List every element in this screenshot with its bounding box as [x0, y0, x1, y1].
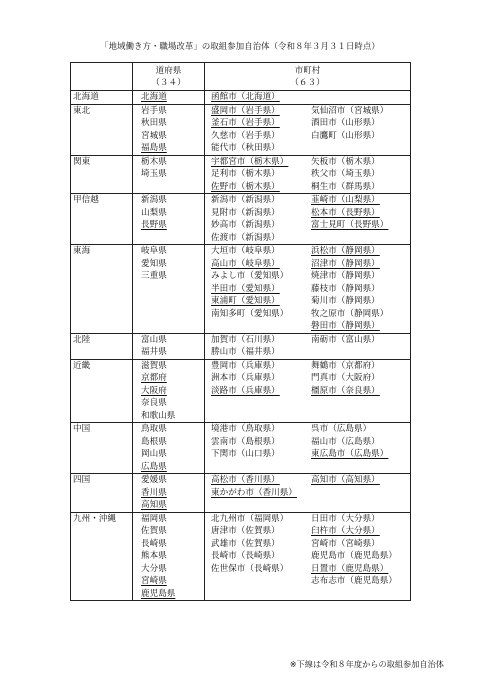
prefecture-name: 大阪府	[141, 385, 167, 396]
city-name: 久慈市（岩手県）	[211, 130, 280, 141]
prefecture-name: 滋賀県	[141, 360, 167, 371]
prefecture-name: 岩手県	[141, 105, 167, 116]
city-name: 北九州市（福岡県）	[211, 513, 289, 524]
city-name: 妙高市（新潟県）	[211, 220, 280, 230]
city-name: 宇都宮市（栃木県）	[211, 156, 289, 167]
header-prefecture-count: （３４）	[151, 78, 186, 88]
city-name: 境港市（鳥取県）	[211, 424, 280, 434]
city-name: 門真市（大阪府）	[311, 373, 380, 383]
prefecture-name: 島根県	[141, 436, 167, 447]
city-name: 桐生市（群馬県）	[311, 181, 380, 192]
city-name: 焼津市（静岡県）	[311, 271, 380, 281]
region-cell	[71, 512, 133, 601]
city-name: 新潟市（新潟県）	[211, 195, 280, 205]
city-name: 福山市（広島県）	[311, 436, 380, 447]
city-name: 日田市（大分県）	[311, 513, 380, 524]
region-row	[71, 333, 411, 359]
header-prefecture-label: 道府県	[155, 66, 182, 76]
city-name: 函館市（北海道）	[211, 92, 280, 102]
prefecture-name: 北海道	[141, 92, 167, 102]
region-name: 九州・沖縄	[73, 513, 116, 524]
city-name: 高知市（高知県）	[311, 475, 380, 485]
city-name: 南知多町（愛知県）	[211, 308, 289, 319]
city-name: 南砺市（富山県）	[311, 334, 380, 345]
region-row	[71, 245, 411, 334]
city-name: 佐世保市（長崎県）	[211, 563, 289, 574]
prefecture-name: 愛知県	[141, 258, 167, 269]
city-name: 気仙沼市（宮城県）	[311, 105, 389, 116]
prefecture-name: 富山県	[141, 334, 167, 345]
city-name: 高松市（香川県）	[211, 475, 280, 485]
city-name: 白鷹町（山形県）	[311, 130, 380, 141]
prefecture-cell	[133, 104, 205, 155]
region-row	[71, 423, 411, 474]
prefecture-name: 福岡県	[141, 513, 167, 524]
region-name: 北陸	[73, 334, 91, 345]
prefecture-name: 高知県	[141, 500, 167, 510]
city-name: 佐野市（栃木県）	[211, 181, 280, 192]
city-name: 浜松市（静岡県）	[311, 246, 380, 256]
region-name: 四国	[73, 475, 91, 485]
city-name: 酒田市（山形県）	[311, 118, 380, 128]
city-name: 唐津市（佐賀県）	[211, 526, 280, 536]
prefecture-name: 岡山県	[141, 449, 167, 459]
prefecture-name: 京都府	[141, 373, 167, 383]
prefecture-cell	[133, 512, 205, 601]
region-row	[71, 104, 411, 155]
city-name: 加賀市（石川県）	[211, 334, 280, 345]
city-name: 佐渡市（新潟県）	[211, 232, 280, 243]
prefecture-name: 埼玉県	[141, 169, 167, 179]
city-name: 雲南市（島根県）	[211, 436, 280, 447]
city-cell	[205, 104, 411, 155]
prefecture-cell	[133, 474, 205, 513]
city-name: 能代市（秋田県）	[211, 143, 280, 153]
city-name: 藤枝市（静岡県）	[311, 283, 380, 294]
city-name: 呉市（広島県）	[311, 424, 372, 434]
prefecture-cell	[133, 194, 205, 245]
city-name: 韮崎市（山梨県）	[311, 195, 380, 205]
city-cell	[205, 155, 411, 194]
region-row	[71, 359, 411, 423]
prefecture-name: 宮崎県	[141, 576, 167, 586]
city-name: 矢板市（栃木県）	[311, 156, 380, 167]
prefecture-name: 宮城県	[141, 130, 167, 141]
city-cell	[205, 512, 411, 601]
region-name: 東海	[73, 246, 91, 256]
prefecture-name: 香川県	[141, 487, 167, 498]
city-name: 見附市（新潟県）	[211, 207, 280, 218]
city-name: 富士見町（長野県）	[311, 220, 389, 230]
prefecture-name: 長崎県	[141, 538, 167, 549]
prefecture-name: 愛媛県	[141, 475, 167, 485]
region-cell	[71, 423, 133, 474]
header-city-label: 市町村	[294, 66, 321, 76]
prefecture-cell	[133, 359, 205, 423]
city-name: 武雄市（佐賀県）	[211, 538, 280, 549]
prefecture-name: 長野県	[141, 220, 167, 230]
city-name: 秩父市（埼玉県）	[311, 169, 380, 179]
region-cell	[71, 155, 133, 194]
region-cell	[71, 194, 133, 245]
city-name: 磐田市（静岡県）	[311, 321, 380, 331]
city-name: 大垣市（岐阜県）	[211, 246, 280, 256]
prefecture-cell	[133, 245, 205, 334]
city-name: 宮崎市（宮崎県）	[311, 538, 380, 549]
region-row	[71, 91, 411, 105]
city-name: 東広島市（広島県）	[311, 449, 389, 459]
region-name: 中国	[73, 424, 91, 434]
city-name: 臼杵市（大分県）	[311, 526, 380, 536]
prefecture-name: 福井県	[141, 347, 167, 357]
city-name: 高山市（岐阜県）	[211, 258, 280, 269]
prefecture-cell	[133, 333, 205, 359]
region-cell	[71, 104, 133, 155]
prefecture-name: 広島県	[141, 461, 167, 472]
prefecture-name: 秋田県	[141, 118, 167, 128]
region-cell	[71, 245, 133, 334]
city-name: 釜石市（岩手県）	[211, 118, 280, 128]
table-header-row	[71, 63, 411, 91]
prefecture-name: 栃木県	[141, 156, 167, 167]
prefecture-name: 三重県	[141, 271, 167, 281]
city-name: 菊川市（静岡県）	[311, 296, 380, 306]
region-name: 甲信越	[73, 195, 99, 205]
prefecture-name: 和歌山県	[141, 410, 176, 421]
region-cell	[71, 359, 133, 423]
region-row	[71, 194, 411, 245]
region-cell	[71, 91, 133, 105]
city-cell	[205, 194, 411, 245]
city-name: 橿原市（奈良県）	[311, 385, 380, 396]
city-name: 洲本市（兵庫県）	[211, 373, 280, 383]
city-name: 淡路市（兵庫県）	[211, 385, 280, 396]
city-name: 半田市（愛知県）	[211, 283, 280, 294]
region-row	[71, 155, 411, 194]
city-name: 勝山市（福井県）	[211, 347, 280, 357]
prefecture-name: 新潟県	[141, 195, 167, 205]
city-name: 東かがわ市（香川県）	[211, 487, 297, 498]
footnote: ※下線は令和８年度からの取組参加自治体	[289, 659, 444, 669]
prefecture-name: 鹿児島県	[141, 588, 176, 599]
city-name: 盛岡市（岩手県）	[211, 105, 280, 116]
prefecture-cell	[133, 91, 205, 105]
prefecture-name: 岐阜県	[141, 246, 167, 256]
city-name: 下関市（山口県）	[211, 449, 280, 459]
prefecture-name: 福島県	[141, 143, 167, 153]
header-prefecture-cell	[133, 63, 205, 91]
header-region-cell	[71, 63, 133, 91]
prefecture-name: 大分県	[141, 563, 167, 574]
region-row	[71, 474, 411, 513]
city-name: 長崎市（長崎県）	[211, 551, 280, 561]
city-name: 日置市（鹿児島県）	[311, 563, 389, 574]
prefecture-cell	[133, 423, 205, 474]
prefecture-name: 鳥取県	[141, 424, 167, 434]
prefecture-name: 佐賀県	[141, 526, 167, 536]
region-name: 近畿	[73, 360, 91, 371]
city-name: 鹿児島市（鹿児島県）	[311, 551, 397, 561]
city-name: 豊岡市（兵庫県）	[211, 360, 280, 371]
prefecture-cell	[133, 155, 205, 194]
document-title: 「地域働き方・職場改革」の取組参加自治体（令和８年３月３１日時点）	[100, 41, 380, 51]
region-cell	[71, 333, 133, 359]
city-cell	[205, 333, 411, 359]
header-city-cell	[205, 63, 411, 91]
prefecture-name: 山梨県	[141, 207, 167, 218]
city-cell	[205, 474, 411, 513]
city-name: 牧之原市（静岡県）	[311, 308, 389, 319]
region-name: 北海道	[73, 92, 99, 102]
city-name: 足利市（栃木県）	[211, 169, 280, 179]
city-cell	[205, 359, 411, 423]
region-row	[71, 512, 411, 601]
prefecture-name: 奈良県	[141, 398, 167, 408]
region-name: 関東	[73, 156, 91, 167]
city-cell	[205, 245, 411, 334]
municipality-table	[70, 62, 411, 601]
city-name: 舞鶴市（京都府）	[311, 360, 380, 371]
region-cell	[71, 474, 133, 513]
prefecture-name: 熊本県	[141, 551, 167, 561]
header-city-count: （６３）	[290, 78, 325, 88]
city-name: 沼津市（静岡県）	[311, 258, 380, 269]
region-name: 東北	[73, 105, 91, 116]
city-name: みよし市（愛知県）	[211, 271, 289, 281]
city-name: 松本市（長野県）	[311, 207, 380, 218]
city-cell	[205, 423, 411, 474]
city-name: 志布志市（鹿児島県）	[311, 576, 397, 586]
city-cell	[205, 91, 411, 105]
city-name: 東浦町（愛知県）	[211, 296, 280, 306]
